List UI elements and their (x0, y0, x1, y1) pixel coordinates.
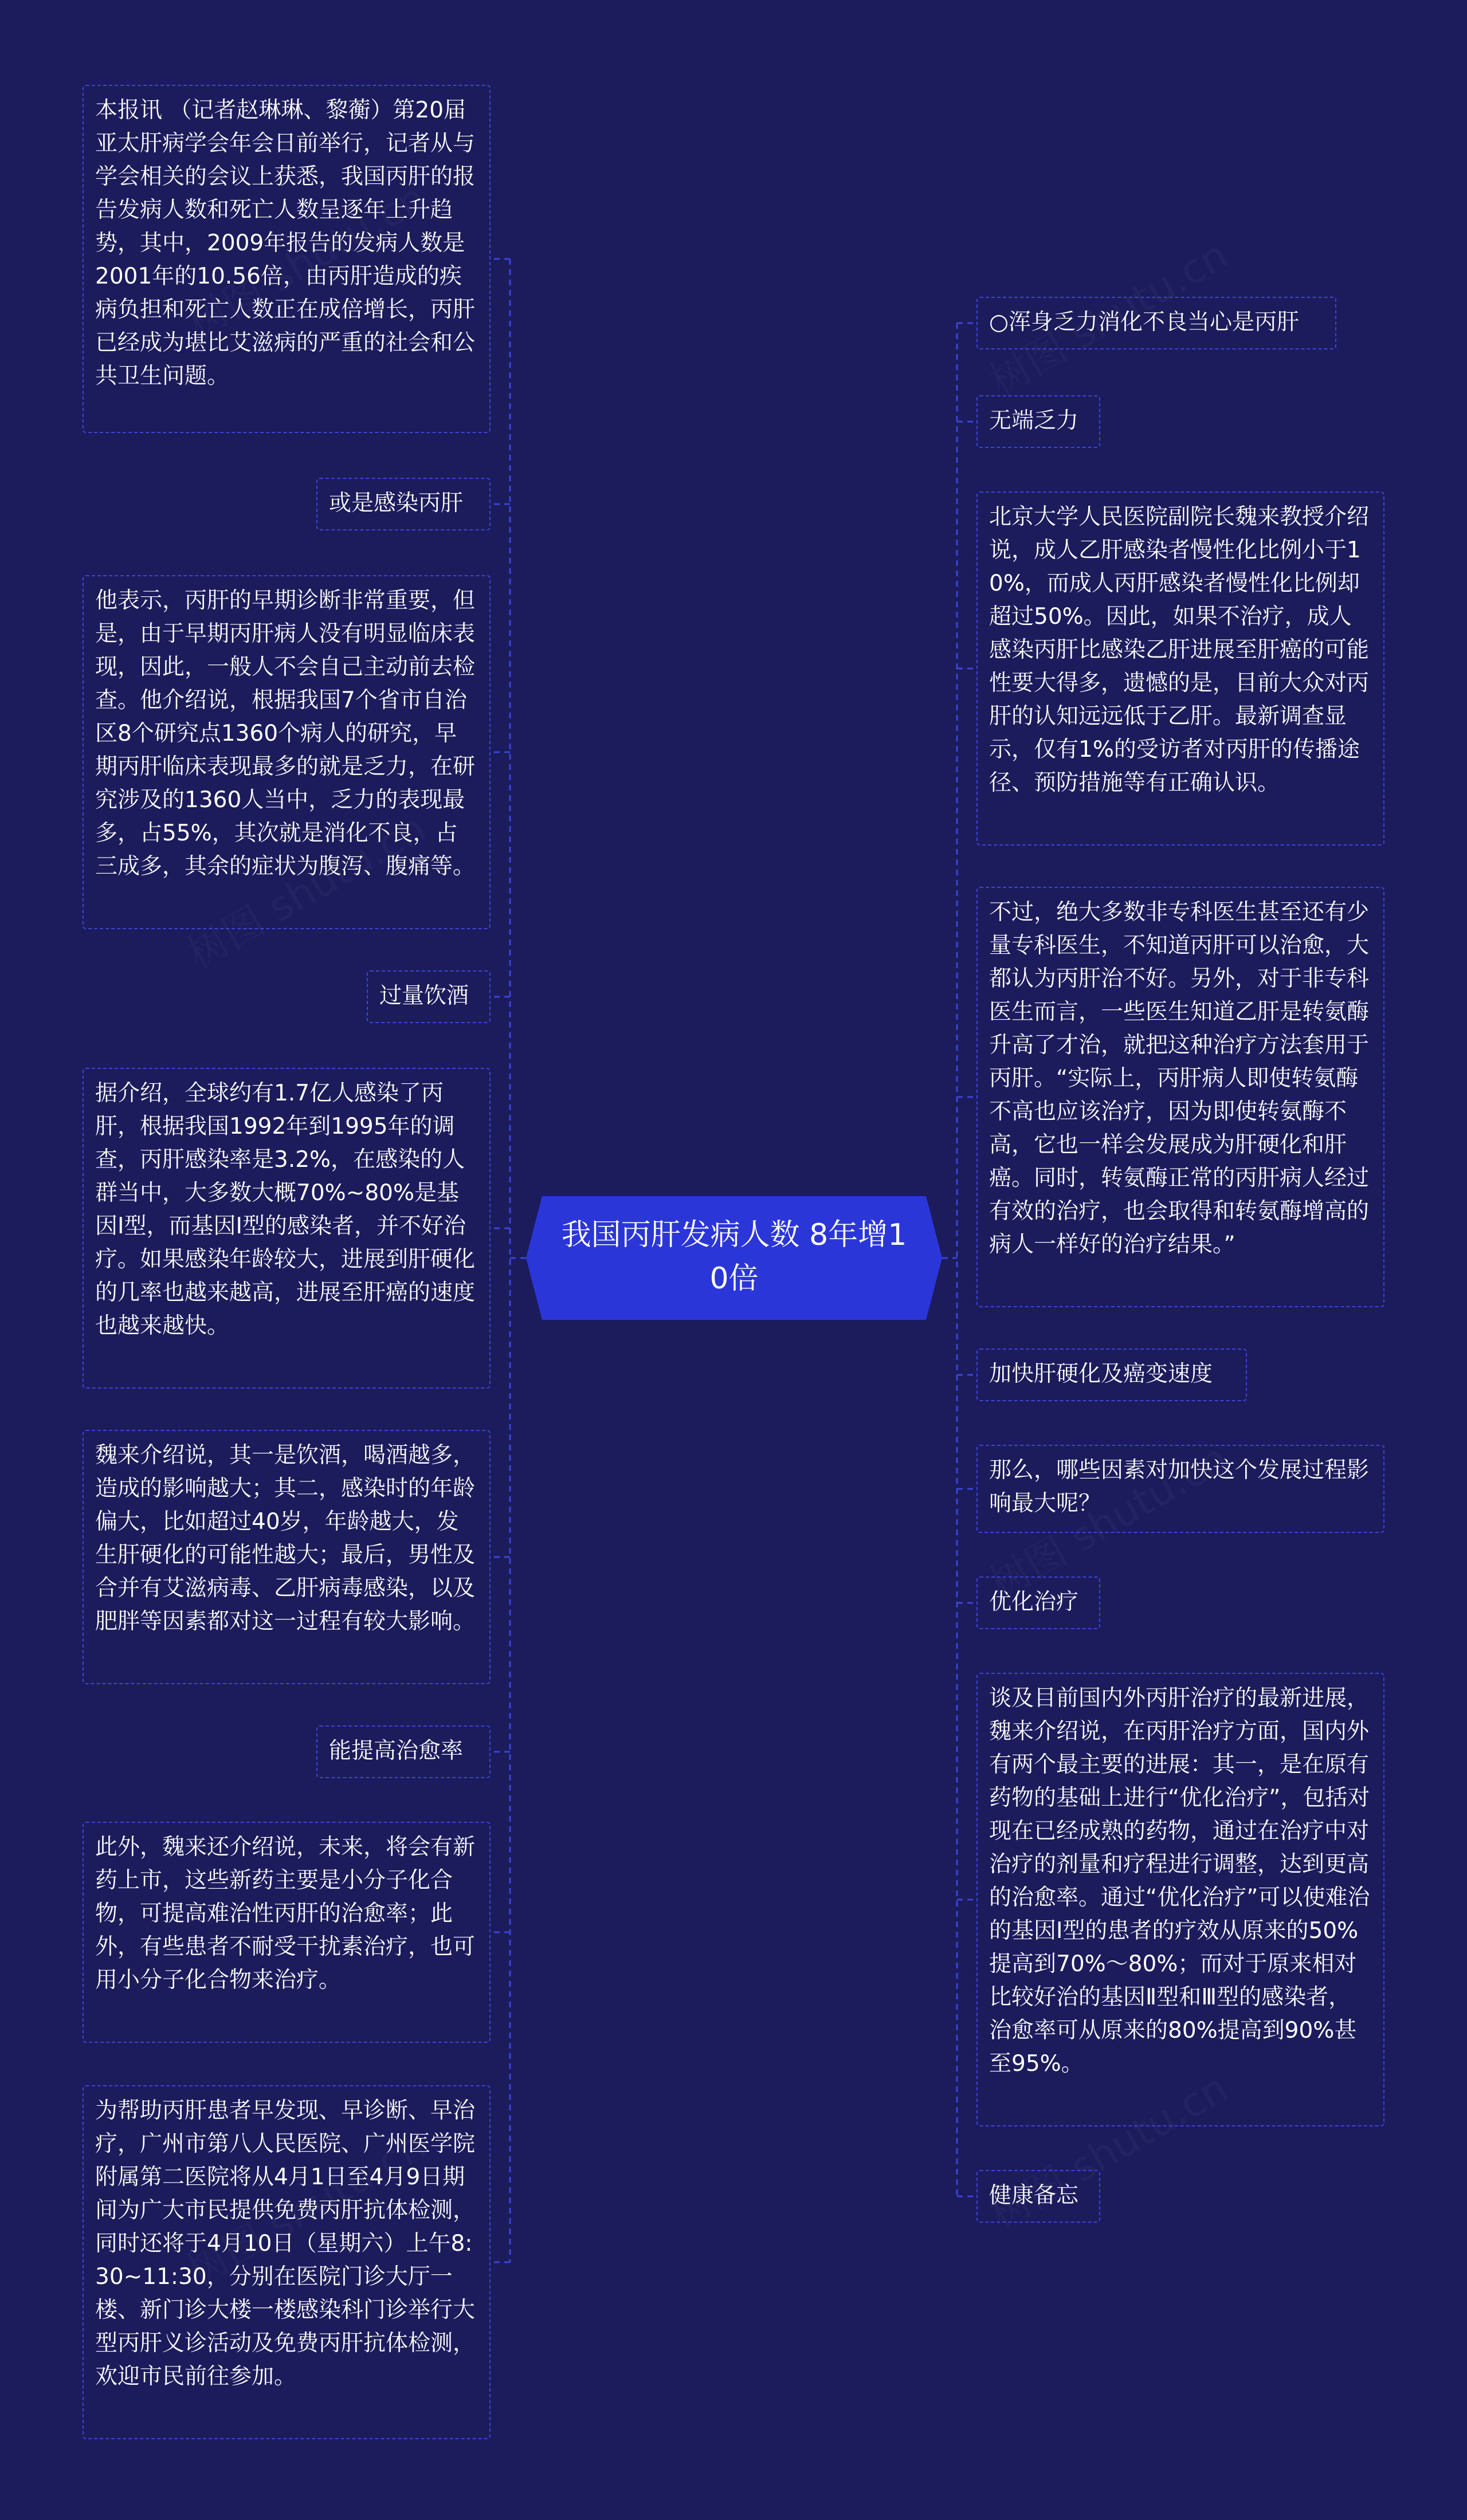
central-topic[interactable] (526, 1196, 942, 1320)
topic-node-right-7[interactable]: 优化治疗 (976, 1577, 1100, 1629)
topic-node-right-5[interactable]: 加快肝硬化及癌变速度 (976, 1349, 1247, 1401)
topic-node-left-7[interactable]: 能提高治愈率 (316, 1725, 491, 1778)
topic-node-right-8[interactable]: 谈及目前国内外丙肝治疗的最新进展，魏来介绍说，在丙肝治疗方面，国内外有两个最主要的进展：其一，是在原有药物的基础上进行“优化治疗”，包括对现在已经成熟的药物，通过在治疗中对治疗的剂量和疗程进行调整，达到更高的治愈率。通过“优化治疗”可以使难治的基因Ⅰ型的患者的疗效从原来的50%提高到70%～80%；而对于原来相对比较好治的基因Ⅱ型和Ⅲ型的感染者，治愈率可从原来的80%提高到90%甚至95%。 (976, 1673, 1384, 2126)
topic-node-left-1[interactable]: 本报讯 （记者赵琳琳、黎蘅）第20届亚太肝病学会年会日前举行，记者从与学会相关的会议上获悉，我国丙肝的报告发病人数和死亡人数呈逐年上升趋势，其中，2009年报告的发病人数是2001年的10.56倍，由丙肝造成的疾病负担和死亡人数正在成倍增长，丙肝已经成为堪比艾滋病的严重的社会和公共卫生问题。 (83, 85, 491, 433)
topic-node-left-5[interactable]: 据介绍，全球约有1.7亿人感染了丙肝，根据我国1992年到1995年的调查，丙肝感染率是3.2%，在感染的人群当中，大多数大概70%~80%是基因Ⅰ型，而基因Ⅰ型的感染者，并不好治疗。如果感染年龄较大，进展到肝硬化的几率也越来越高，进展至肝癌的速度也越来越快。 (83, 1068, 491, 1389)
topic-node-right-1[interactable]: ○浑身乏力消化不良当心是丙肝 (976, 297, 1336, 349)
topic-node-left-6[interactable]: 魏来介绍说，其一是饮酒，喝酒越多，造成的影响越大；其二，感染时的年龄偏大，比如超过40岁，年龄越大，发生肝硬化的可能性越大；最后，男性及合并有艾滋病毒、乙肝病毒感染，以及肥胖等因素都对这一过程有较大影响。 (83, 1430, 491, 1684)
topic-node-right-3[interactable]: 北京大学人民医院副院长魏来教授介绍说，成人乙肝感染者慢性化比例小于10%，而成人丙肝感染者慢性化比例却超过50%。因此，如果不治疗，成人感染丙肝比感染乙肝进展至肝癌的可能性要大得多，遗憾的是，目前大众对丙肝的认知远远低于乙肝。最新调查显示，仅有1%的受访者对丙肝的传播途径、预防措施等有正确认识。 (976, 492, 1384, 846)
topic-node-left-9[interactable]: 为帮助丙肝患者早发现、早诊断、早治疗，广州市第八人民医院、广州医学院附属第二医院将从4月1日至4月9日期间为广大市民提供免费丙肝抗体检测，同时还将于4月10日（星期六）上午8:30~11:30，分别在医院门诊大厅一楼、新门诊大楼一楼感染科门诊举行大型丙肝义诊活动及免费丙肝抗体检测，欢迎市民前往参加。 (83, 2085, 491, 2439)
topic-node-right-2[interactable]: 无端乏力 (976, 395, 1100, 448)
topic-node-left-4[interactable]: 过量饮酒 (367, 970, 491, 1023)
topic-node-right-9[interactable]: 健康备忘 (976, 2170, 1100, 2223)
topic-node-right-6[interactable]: 那么，哪些因素对加快这个发展过程影响最大呢？ (976, 1445, 1384, 1533)
topic-node-left-3[interactable]: 他表示，丙肝的早期诊断非常重要，但是，由于早期丙肝病人没有明显临床表现，因此，一般人不会自己主动前去检查。他介绍说，根据我国7个省市自治区8个研究点1360个病人的研究，早期丙肝临床表现最多的就是乏力，在研究涉及的1360人当中，乏力的表现最多，占55%，其次就是消化不良，占三成多，其余的症状为腹泻、腹痛等。 (83, 575, 491, 929)
topic-node-left-8[interactable]: 此外，魏来还介绍说，未来，将会有新药上市，这些新药主要是小分子化合物，可提高难治性丙肝的治愈率；此外，有些患者不耐受干扰素治疗，也可用小分子化合物来治疗。 (83, 1822, 491, 2043)
central-topic-title: 我国丙肝发病人数 8年增10倍 (561, 1218, 907, 1296)
topic-node-left-2[interactable]: 或是感染丙肝 (316, 478, 491, 530)
topic-node-right-4[interactable]: 不过，绝大多数非专科医生甚至还有少量专科医生，不知道丙肝可以治愈，大都认为丙肝治不好。另外，对于非专科医生而言，一些医生知道乙肝是转氨酶升高了才治，就把这种治疗方法套用于丙肝。“实际上，丙肝病人即使转氨酶不高也应该治疗，因为即使转氨酶不高，它也一样会发展成为肝硬化和肝癌。同时，转氨酶正常的丙肝病人经过有效的治疗，也会取得和转氨酶增高的病人一样好的治疗结果。” (976, 887, 1384, 1307)
